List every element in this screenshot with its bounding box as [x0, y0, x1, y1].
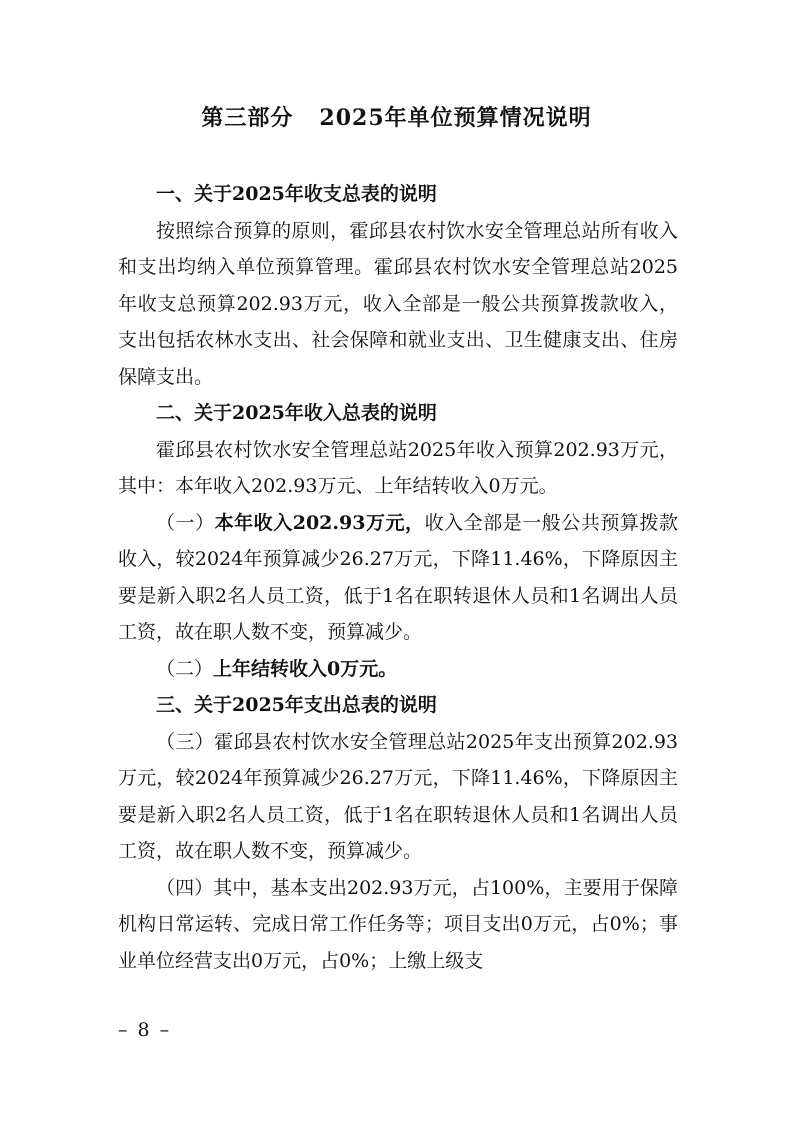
section-2-heading: 二、关于2025年收入总表的说明 [156, 402, 437, 424]
page-number: – 8 – [118, 1019, 172, 1041]
section-1-paragraph-1: 按照综合预算的原则，霍邱县农村饮水安全管理总站所有收入和支出均纳入单位预算管理。霍邱县农村饮水安全管理总站2025年收支总预算202.93万元，收入全部是一般公共预算拨款收入，支出包括农林水支出、社会保障和就业支出、卫生健康支出、住房保障支出。 [118, 219, 678, 388]
section-2-paragraph-2-bold: 本年收入202.93万元， [214, 511, 425, 534]
section-2-paragraph-2-rest: 收入全部是一般公共预算拨款收入，较2024年预算减少26.27万元，下降11.46%，下降原因主要是新入职2名人员工资，低于1名在职转退休人员和1名调出人员工资，故在职人数不变，预算减少。 [118, 511, 678, 643]
section-2-paragraph-3-bold: 上年结转收入0万元。 [213, 657, 398, 680]
section-1-heading: 一、关于2025年收支总表的说明 [156, 183, 437, 205]
title-text: 2025年单位预算情况说明 [319, 105, 592, 131]
section-2-paragraph-2 [118, 505, 678, 651]
document-body [118, 176, 678, 979]
section-3-paragraph-2: （四）其中，基本支出202.93万元，占100%，主要用于保障机构日常运转、完成日常工作任务等；项目支出0万元，占0%；事业单位经营支出0万元，占0%；上缴上级支 [118, 876, 678, 972]
page-title [0, 101, 793, 135]
section-3-paragraph-1: （三）霍邱县农村饮水安全管理总站2025年支出预算202.93万元，较2024年预算减少26.27万元，下降11.46%，下降原因主要是新入职2名人员工资，低于1名在职转退休人员和1名调出人员工资，故在职人数不变，预算减少。 [118, 730, 678, 862]
section-2-paragraph-2-prefix: （一） [156, 511, 215, 534]
section-2-paragraph-3 [118, 651, 678, 688]
section-2-paragraph-3-prefix: （二） [156, 657, 214, 680]
section-3-heading: 三、关于2025年支出总表的说明 [156, 694, 437, 716]
title-part: 第三部分 [201, 105, 294, 131]
section-2-paragraph-1: 霍邱县农村饮水安全管理总站2025年收入预算202.93万元，其中：本年收入202.93万元、上年结转收入0万元。 [118, 438, 678, 497]
